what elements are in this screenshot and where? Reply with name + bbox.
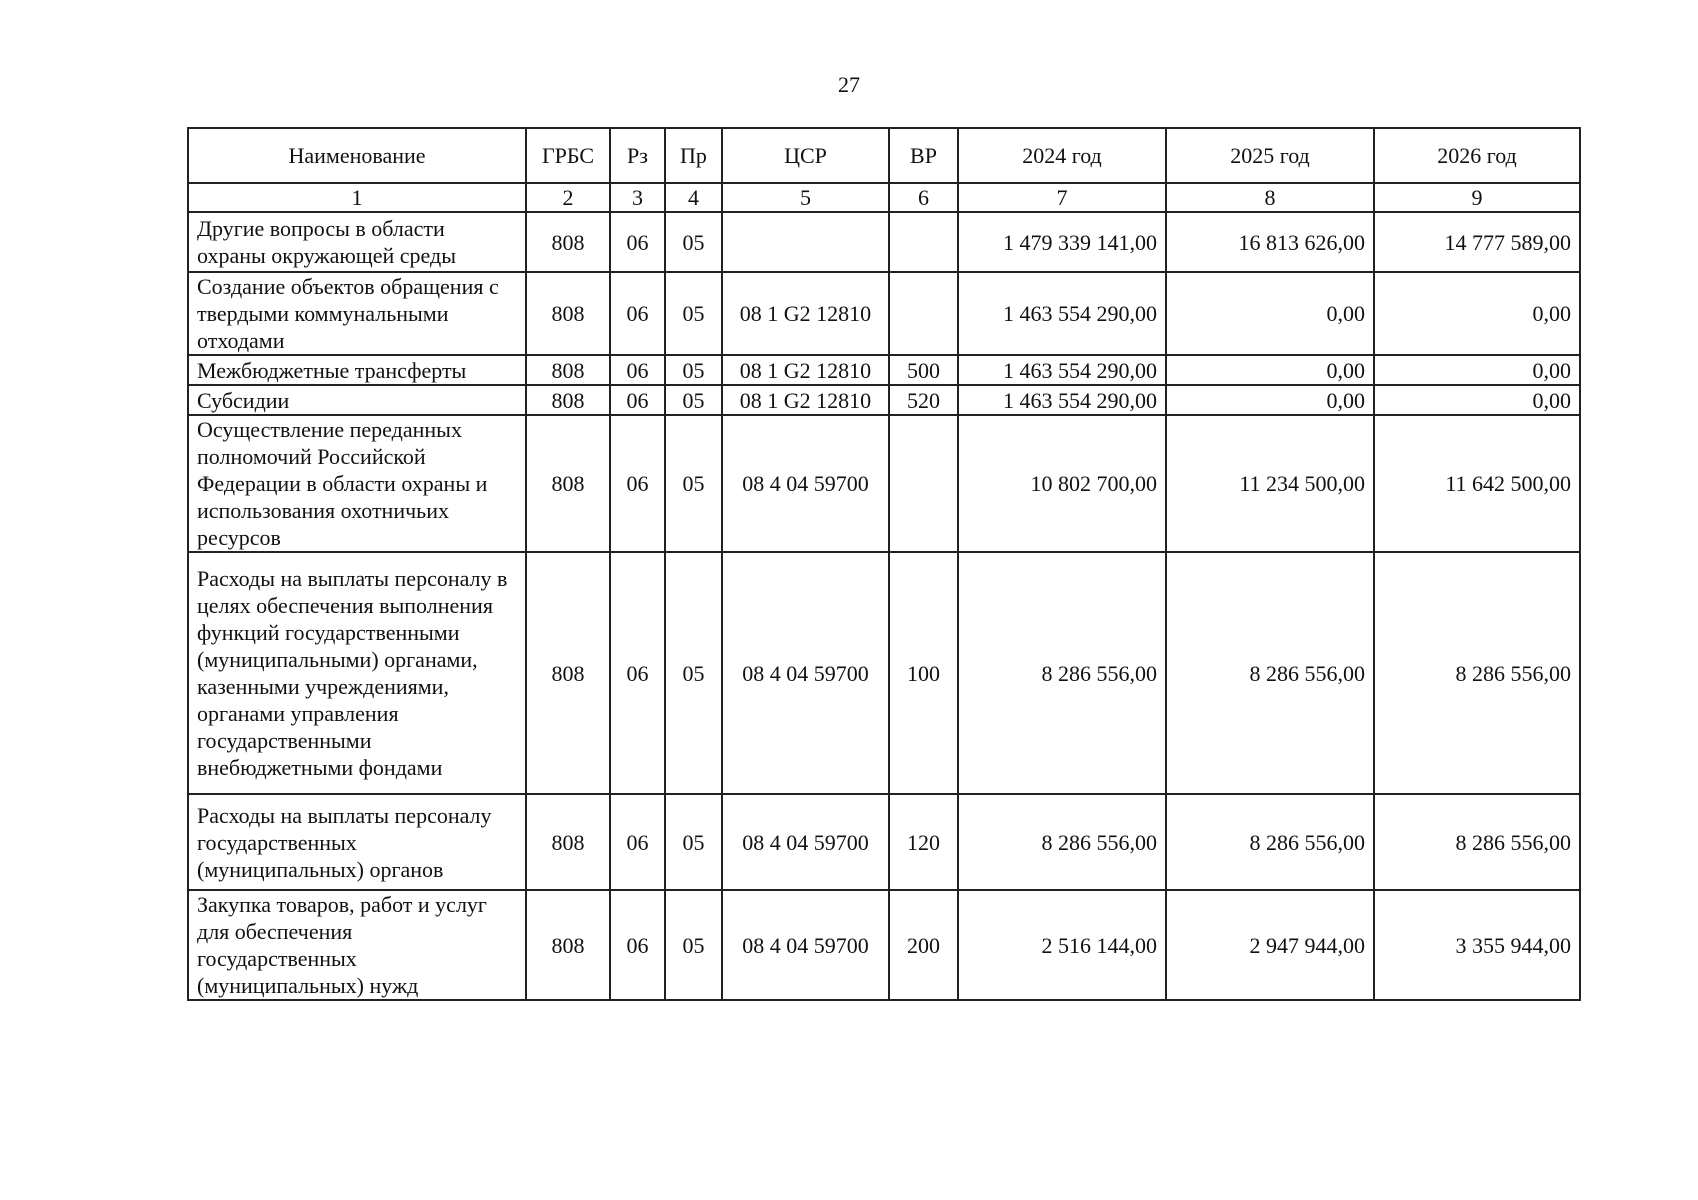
row-pr: 05: [665, 272, 722, 355]
row-amount-2024: 8 286 556,00: [958, 794, 1166, 890]
row-amount-2025: 16 813 626,00: [1166, 212, 1374, 272]
column-number: 1: [188, 183, 526, 212]
row-name: Другие вопросы в области охраны окружающей среды: [188, 212, 526, 272]
row-amount-2024: 1 463 554 290,00: [958, 385, 1166, 415]
row-vr: 120: [889, 794, 958, 890]
row-vr: 100: [889, 552, 958, 794]
row-name: Расходы на выплаты персоналу в целях обеспечения выполнения функций государственными (муниципальными) органами, казенными учреждениями, органами управления государственными внебюджетными фондами: [188, 552, 526, 794]
header-2025: 2025 год: [1166, 128, 1374, 183]
row-csr: [722, 212, 889, 272]
row-amount-2024: 1 463 554 290,00: [958, 272, 1166, 355]
row-csr: 08 1 G2 12810: [722, 385, 889, 415]
row-csr: 08 1 G2 12810: [722, 272, 889, 355]
row-pr: 05: [665, 415, 722, 552]
row-amount-2025: 0,00: [1166, 355, 1374, 385]
row-csr: 08 4 04 59700: [722, 890, 889, 1000]
row-amount-2025: 0,00: [1166, 385, 1374, 415]
row-amount-2026: 3 355 944,00: [1374, 890, 1580, 1000]
table-row: [188, 385, 1580, 415]
row-amount-2025: 0,00: [1166, 272, 1374, 355]
row-amount-2026: 0,00: [1374, 355, 1580, 385]
row-name: Расходы на выплаты персоналу государственных (муниципальных) органов: [188, 794, 526, 890]
row-amount-2025: 8 286 556,00: [1166, 552, 1374, 794]
header-2024: 2024 год: [958, 128, 1166, 183]
row-amount-2025: 2 947 944,00: [1166, 890, 1374, 1000]
row-vr: [889, 212, 958, 272]
column-number: 5: [722, 183, 889, 212]
row-amount-2026: 8 286 556,00: [1374, 552, 1580, 794]
budget-table: [187, 127, 1581, 1001]
row-pr: 05: [665, 794, 722, 890]
row-pr: 05: [665, 552, 722, 794]
row-name: Межбюджетные трансферты: [188, 355, 526, 385]
row-amount-2024: 8 286 556,00: [958, 552, 1166, 794]
row-grbs: 808: [526, 385, 610, 415]
row-amount-2026: 8 286 556,00: [1374, 794, 1580, 890]
row-rz: 06: [610, 794, 665, 890]
row-amount-2026: 0,00: [1374, 385, 1580, 415]
row-grbs: 808: [526, 355, 610, 385]
row-csr: 08 4 04 59700: [722, 794, 889, 890]
page-number: 27: [838, 72, 860, 97]
header-pr: Пр: [665, 128, 722, 183]
row-amount-2024: 2 516 144,00: [958, 890, 1166, 1000]
row-rz: 06: [610, 415, 665, 552]
row-rz: 06: [610, 890, 665, 1000]
row-amount-2025: 8 286 556,00: [1166, 794, 1374, 890]
row-rz: 06: [610, 212, 665, 272]
table-row: [188, 272, 1580, 355]
row-rz: 06: [610, 355, 665, 385]
row-grbs: 808: [526, 415, 610, 552]
table-row: [188, 415, 1580, 552]
column-number: 9: [1374, 183, 1580, 212]
column-number: 8: [1166, 183, 1374, 212]
row-grbs: 808: [526, 212, 610, 272]
table-row: [188, 890, 1580, 1000]
table-row: [188, 794, 1580, 890]
table-row: [188, 552, 1580, 794]
row-vr: [889, 272, 958, 355]
row-pr: 05: [665, 212, 722, 272]
table-row: [188, 355, 1580, 385]
row-amount-2024: 10 802 700,00: [958, 415, 1166, 552]
row-amount-2026: 0,00: [1374, 272, 1580, 355]
row-grbs: 808: [526, 890, 610, 1000]
row-name: Субсидии: [188, 385, 526, 415]
column-number: 2: [526, 183, 610, 212]
row-csr: 08 4 04 59700: [722, 552, 889, 794]
row-amount-2026: 11 642 500,00: [1374, 415, 1580, 552]
column-number: 7: [958, 183, 1166, 212]
row-amount-2024: 1 479 339 141,00: [958, 212, 1166, 272]
row-vr: 500: [889, 355, 958, 385]
row-amount-2026: 14 777 589,00: [1374, 212, 1580, 272]
header-row: [188, 128, 1580, 183]
header-rz: Рз: [610, 128, 665, 183]
row-grbs: 808: [526, 552, 610, 794]
header-name: Наименование: [188, 128, 526, 183]
row-pr: 05: [665, 355, 722, 385]
row-csr: 08 1 G2 12810: [722, 355, 889, 385]
header-grbs: ГРБС: [526, 128, 610, 183]
header-csr: ЦСР: [722, 128, 889, 183]
row-amount-2025: 11 234 500,00: [1166, 415, 1374, 552]
column-number-row: [188, 183, 1580, 212]
row-grbs: 808: [526, 272, 610, 355]
row-vr: [889, 415, 958, 552]
row-pr: 05: [665, 890, 722, 1000]
header-2026: 2026 год: [1374, 128, 1580, 183]
row-vr: 200: [889, 890, 958, 1000]
row-rz: 06: [610, 385, 665, 415]
row-name: Создание объектов обращения с твердыми коммунальными отходами: [188, 272, 526, 355]
column-number: 3: [610, 183, 665, 212]
row-pr: 05: [665, 385, 722, 415]
row-csr: 08 4 04 59700: [722, 415, 889, 552]
row-grbs: 808: [526, 794, 610, 890]
row-name: Закупка товаров, работ и услуг для обеспечения государственных (муниципальных) нужд: [188, 890, 526, 1000]
row-rz: 06: [610, 552, 665, 794]
header-vr: ВР: [889, 128, 958, 183]
row-name: Осуществление переданных полномочий Российской Федерации в области охраны и использования охотничьих ресурсов: [188, 415, 526, 552]
row-amount-2024: 1 463 554 290,00: [958, 355, 1166, 385]
column-number: 6: [889, 183, 958, 212]
row-rz: 06: [610, 272, 665, 355]
table-row: [188, 212, 1580, 272]
row-vr: 520: [889, 385, 958, 415]
column-number: 4: [665, 183, 722, 212]
